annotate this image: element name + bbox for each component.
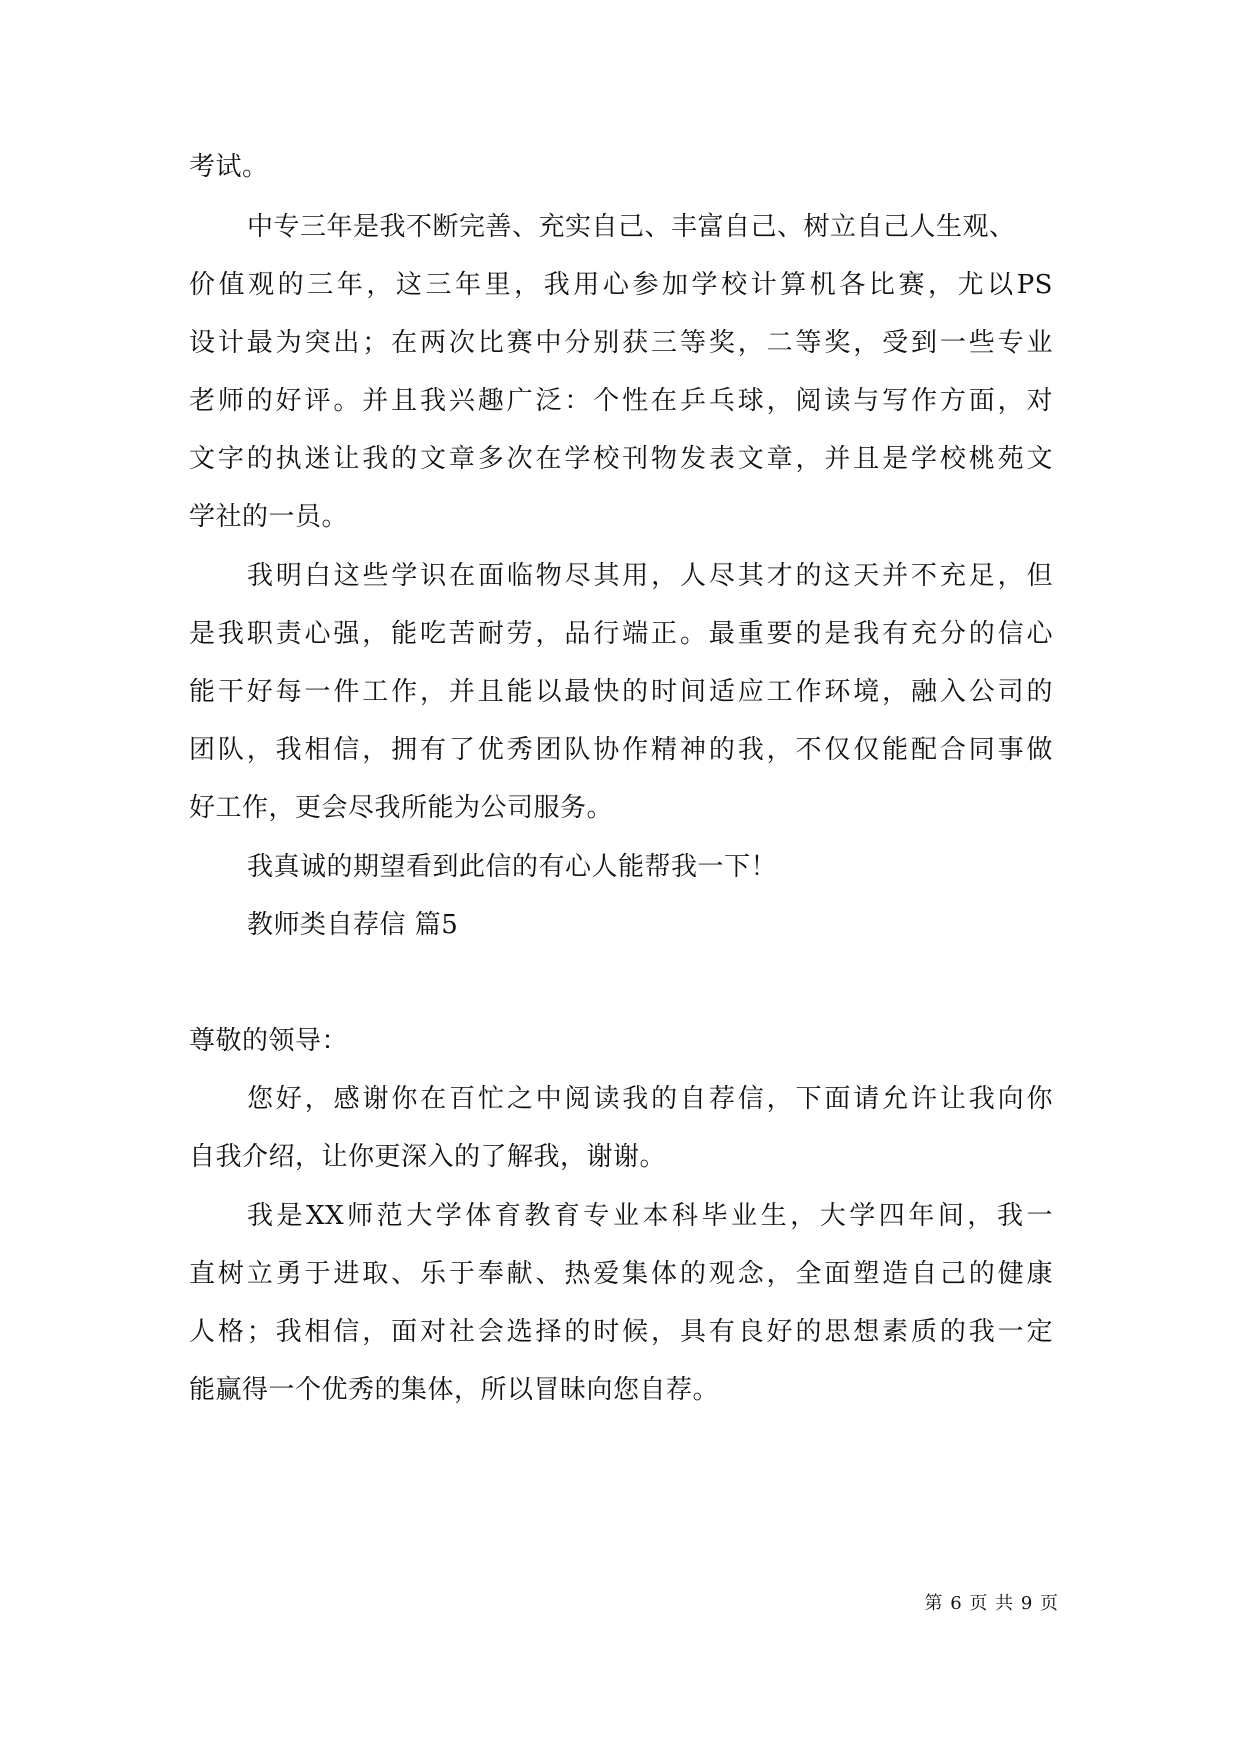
paragraph-line: 能干好每一件工作，并且能以最快的时间适应工作环境，融入公司的: [189, 677, 1053, 707]
paragraph-line: 设计最为突出；在两次比赛中分别获三等奖，二等奖，受到一些专业: [189, 328, 1053, 358]
paragraph-line: 人格；我相信，面对社会选择的时候，具有良好的思想素质的我一定: [189, 1317, 1053, 1347]
paragraph-line: 我是XX师范大学体育教育专业本科毕业生，大学四年间，我一: [247, 1201, 1053, 1231]
paragraph-line: 中专三年是我不断完善、充实自己、丰富自己、树立自己人生观、: [247, 212, 1016, 242]
section-heading: 教师类自荐信 篇5: [247, 910, 459, 940]
paragraph-line: 团队，我相信，拥有了优秀团队协作精神的我，不仅仅能配合同事做: [189, 735, 1053, 765]
paragraph-line: 好工作，更会尽我所能为公司服务。: [189, 793, 614, 823]
page-number-footer: 第 6 页 共 9 页: [924, 1593, 1059, 1614]
paragraph-line: 是我职责心强，能吃苦耐劳，品行端正。最重要的是我有充分的信心: [189, 619, 1053, 649]
paragraph-line: 价值观的三年，这三年里，我用心参加学校计算机各比赛，尤以PS: [189, 270, 1053, 300]
paragraph-line: 您好，感谢你在百忙之中阅读我的自荐信，下面请允许让我向你: [247, 1084, 1053, 1114]
salutation: 尊敬的领导：: [189, 1026, 349, 1056]
paragraph-line: 老师的好评。并且我兴趣广泛：个性在乒乓球，阅读与写作方面，对: [189, 386, 1053, 416]
paragraph-line: 自我介绍，让你更深入的了解我，谢谢。: [189, 1142, 667, 1172]
paragraph-line: 学社的一员。: [189, 502, 349, 532]
paragraph-line: 我真诚的期望看到此信的有心人能帮我一下！: [247, 852, 778, 882]
paragraph-line: 我明白这些学识在面临物尽其用，人尽其才的这天并不充足，但: [247, 561, 1053, 591]
paragraph-line: 直树立勇于进取、乐于奉献、热爱集体的观念，全面塑造自己的健康: [189, 1259, 1053, 1289]
paragraph-line: 文字的执迷让我的文章多次在学校刊物发表文章，并且是学校桃苑文: [189, 444, 1053, 474]
paragraph-line: 考试。: [189, 152, 269, 182]
paragraph-line: 能赢得一个优秀的集体，所以冒昧向您自荐。: [189, 1375, 720, 1405]
